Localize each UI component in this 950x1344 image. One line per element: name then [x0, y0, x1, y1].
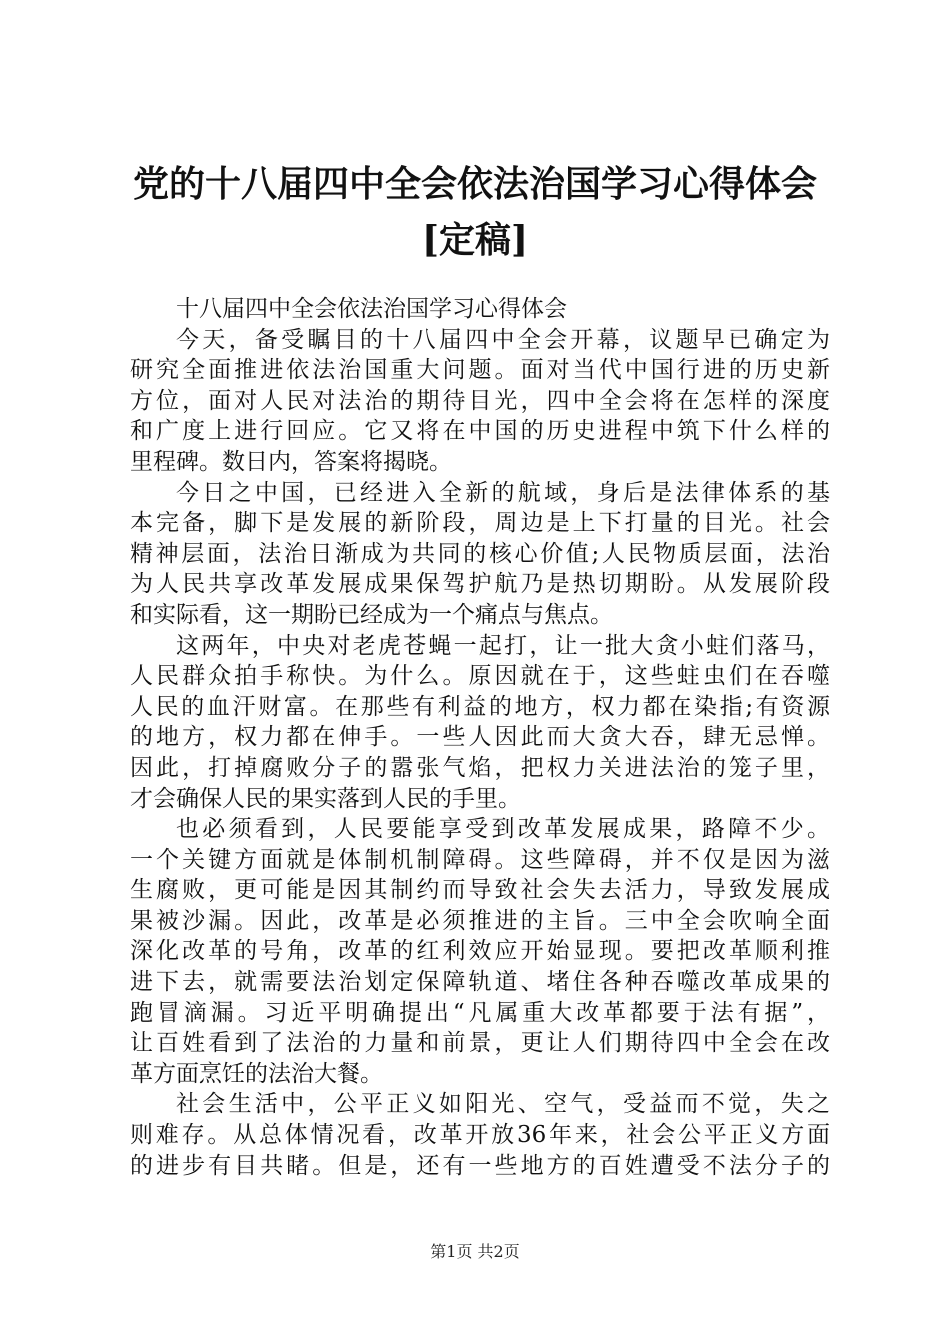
- paragraph-line: 一个关键方面就是体制机制障碍。这些障碍，并不仅是因为滋: [130, 846, 830, 873]
- paragraph-line: 让百姓看到了法治的力量和前景，更让人们期待四中全会在改: [130, 1030, 830, 1057]
- paragraph-line: 深化改革的号角，改革的红利效应开始显现。要把改革顺利推: [130, 938, 830, 965]
- paragraph-line: 则难存。从总体情况看，改革开放36年来，社会公平正义方面: [130, 1122, 830, 1149]
- paragraph-line: 生腐败，更可能是因其制约而导致社会失去活力，导致发展成: [130, 877, 830, 904]
- paragraph-line: 跑冒滴漏。习近平明确提出“凡属重大改革都要于法有据”，: [130, 999, 830, 1026]
- paragraph-line: 和实际看，这一期盼已经成为一个痛点与焦点。: [130, 601, 613, 628]
- paragraph-line: 果被沙漏。因此，改革是必须推进的主旨。三中全会吹响全面: [130, 907, 830, 934]
- paragraph-line: 方位，面对人民对法治的期待目光，四中全会将在怎样的深度: [130, 387, 830, 414]
- paragraph-line: 今天，备受瞩目的十八届四中全会开幕，议题早已确定为: [176, 326, 830, 353]
- document-body: [130, 294, 830, 1181]
- page-number-footer: 第1页 共2页: [430, 1242, 520, 1261]
- paragraph-line: 这两年，中央对老虎苍蝇一起打，让一批大贪小蛀们落马，: [176, 632, 830, 659]
- paragraph-line: 人民的血汗财富。在那些有利益的地方，权力都在染指;有资源: [130, 693, 830, 720]
- paragraph-line: 研究全面推进依法治国重大问题。面对当代中国行进的历史新: [130, 357, 830, 384]
- paragraph-line: 才会确保人民的果实落到人民的手里。: [130, 785, 521, 812]
- paragraph-line: 进下去，就需要法治划定保障轨道、堵住各种吞噬改革成果的: [130, 969, 830, 996]
- paragraph-line: 为人民共享改革发展成果保驾护航乃是热切期盼。从发展阶段: [130, 571, 830, 598]
- paragraph-line: 革方面烹饪的法治大餐。: [130, 1060, 383, 1087]
- paragraph-line: 的地方，权力都在伸手。一些人因此而大贪大吞，肆无忌惮。: [130, 724, 830, 751]
- paragraph-line: 精神层面，法治日渐成为共同的核心价值;人民物质层面，法治: [130, 540, 830, 567]
- paragraph-line: 社会生活中，公平正义如阳光、空气，受益而不觉，失之: [176, 1091, 830, 1118]
- paragraph-line: 今日之中国，已经进入全新的航域，身后是法律体系的基: [176, 479, 830, 506]
- document-subtitle: 十八届四中全会依法治国学习心得体会: [176, 296, 567, 322]
- document-title: 党的十八届四中全会依法治国学习心得体会: [132, 163, 817, 205]
- paragraph-line: 也必须看到，人民要能享受到改革发展成果，路障不少。: [176, 816, 830, 843]
- paragraph-line: 人民群众拍手称快。为什么。原因就在于，这些蛀虫们在吞噬: [130, 663, 830, 690]
- document-title-suffix: [定稿]: [421, 219, 529, 261]
- paragraph-line: 的进步有目共睹。但是，还有一些地方的百姓遭受不法分子的: [130, 1152, 830, 1179]
- paragraph-line: 本完备，脚下是发展的新阶段，周边是上下打量的目光。社会: [130, 510, 830, 537]
- paragraph-line: 因此，打掉腐败分子的嚣张气焰，把权力关进法治的笼子里，: [130, 754, 830, 781]
- paragraph-line: 和广度上进行回应。它又将在中国的历史进程中筑下什么样的: [130, 418, 830, 445]
- paragraph-line: 里程碑。数日内，答案将揭晓。: [130, 448, 452, 475]
